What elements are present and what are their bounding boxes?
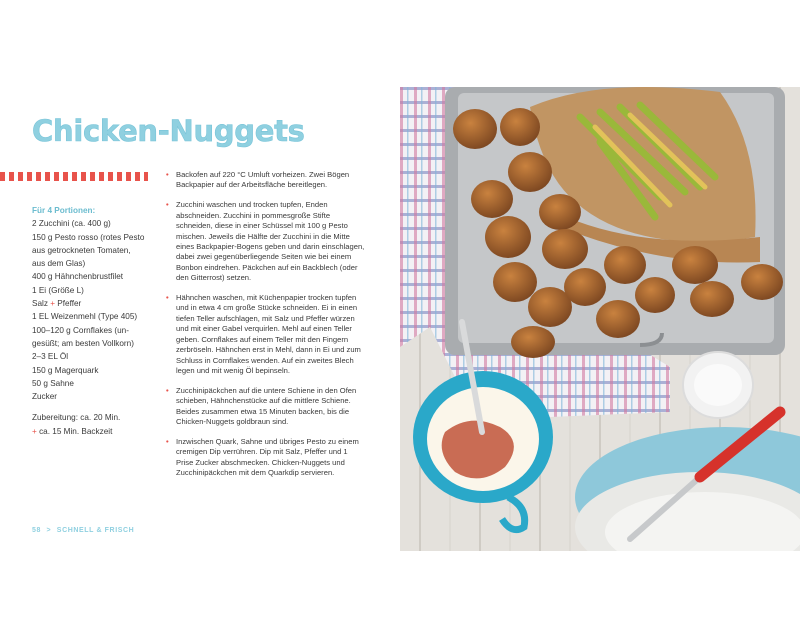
salt-bowl xyxy=(683,352,753,418)
ingredient-line: 50 g Sahne xyxy=(32,378,74,388)
ingredient-line: 2 Zucchini (ca. 400 g) xyxy=(32,219,111,229)
instruction-step xyxy=(166,200,366,283)
instruction-step xyxy=(166,170,366,191)
plus-sign: + xyxy=(50,299,56,309)
ingredients-list xyxy=(32,204,157,438)
instruction-step xyxy=(166,386,366,428)
ingredient-line: aus getrockneten Tomaten, xyxy=(32,245,131,255)
ingredient-line: aus dem Glas) xyxy=(32,259,86,269)
salt-text: Salz xyxy=(32,299,48,309)
food-photo xyxy=(400,87,800,551)
step-text: Hähnchen waschen, mit Küchenpapier trocken tupfen und in etwa 4 cm große Stücke schneiden. Ei in einen tiefen Teller aufschlagen, mit Salz und Pfeffer würzen und mit einer Gabel verquirlen. Mehl auf einen Teller geben. Cornflakes auf einem Teller mit den Fingern zerbröseln. Hähnchen erst in Mehl, dann in Ei und zum Schluss in Cornflakes wenden. Auf ein zweites Blech legen und mit wenig Öl bepinseln. xyxy=(176,293,361,375)
page-title: Chicken-Nuggets xyxy=(32,114,305,148)
instruction-step xyxy=(166,437,366,479)
bullet-icon: • xyxy=(166,293,169,303)
bullet-icon: • xyxy=(166,436,169,446)
prep-time-text: Zubereitung: ca. 20 Min. xyxy=(32,413,121,423)
ingredient-line: 150 g Magerquark xyxy=(32,365,99,375)
ingredient-line: 1 EL Weizenmehl (Type 405) xyxy=(32,312,138,322)
ingredient-line: 400 g Hähnchenbrustfilet xyxy=(32,272,124,282)
ingredient-line: 2–3 EL Öl xyxy=(32,352,69,362)
section-name: SCHNELL & FRISCH xyxy=(56,527,135,534)
instruction-step xyxy=(166,293,366,376)
bullet-icon: • xyxy=(166,385,169,395)
step-text: Backofen auf 220 °C Umluft vorheizen. Zwei Bögen Backpapier auf der Arbeitsfläche bereitlegen. xyxy=(176,170,350,190)
step-text: Inzwischen Quark, Sahne und übriges Pesto zu einem cremigen Dip verrühren. Dip mit Salz, Pfeffer und 1 Prise Zucker abschmecken. Chicken-Nuggets und Zucchinipäckchen mit dem Quarkdip servieren. xyxy=(176,436,359,478)
ingredients-heading: Für 4 Portionen: xyxy=(32,206,96,215)
bake-time xyxy=(32,425,157,438)
ingredient-line: 150 g Pesto rosso (rotes Pesto xyxy=(32,232,145,242)
ingredient-line: gesüßt; am besten Vollkorn) xyxy=(32,338,134,348)
step-text: Zucchinipäckchen auf die untere Schiene in den Ofen schieben, Hähnchenstücke auf die mittlere Schiene. Beides zusammen etwa 15 Minuten backen, bis die Chicken-Nuggets goldbraun sind. xyxy=(176,385,357,427)
footer-separator: > xyxy=(46,527,52,534)
ingredient-line: 100–120 g Cornflakes (un- xyxy=(32,325,129,335)
pepper-text: Pfeffer xyxy=(57,299,82,309)
bake-time-text: ca. 15 Min. Backzeit xyxy=(39,426,113,436)
ingredient-line: Zucker xyxy=(32,392,58,402)
page-number: 58 xyxy=(32,527,41,534)
step-text: Zucchini waschen und trocken tupfen, Enden abschneiden. Zucchini in pommesgroße Stifte schneiden, diese in einer Schüssel mit 100 g Pesto mischen. Jeweils die Hälfte der Zucchini in die Mitte eines Backpapier-Bogens geben und darin einschlagen, dabei zwei gegenüberliegende Seiten wie bei einem Bonbon eindrehen. Päckchen auf ein Backblech (oder den Gitterrost) setzen. xyxy=(176,200,365,283)
bullet-icon: • xyxy=(166,200,169,210)
ingredient-line: 1 Ei (Größe L) xyxy=(32,285,84,295)
prep-time xyxy=(32,411,157,438)
instruction-steps xyxy=(166,170,366,488)
decorative-stripe xyxy=(0,172,148,181)
plus-sign: + xyxy=(32,426,37,436)
ingredient-line-salt-pepper xyxy=(32,297,157,310)
bullet-icon: • xyxy=(166,170,169,179)
page-footer xyxy=(32,527,134,534)
